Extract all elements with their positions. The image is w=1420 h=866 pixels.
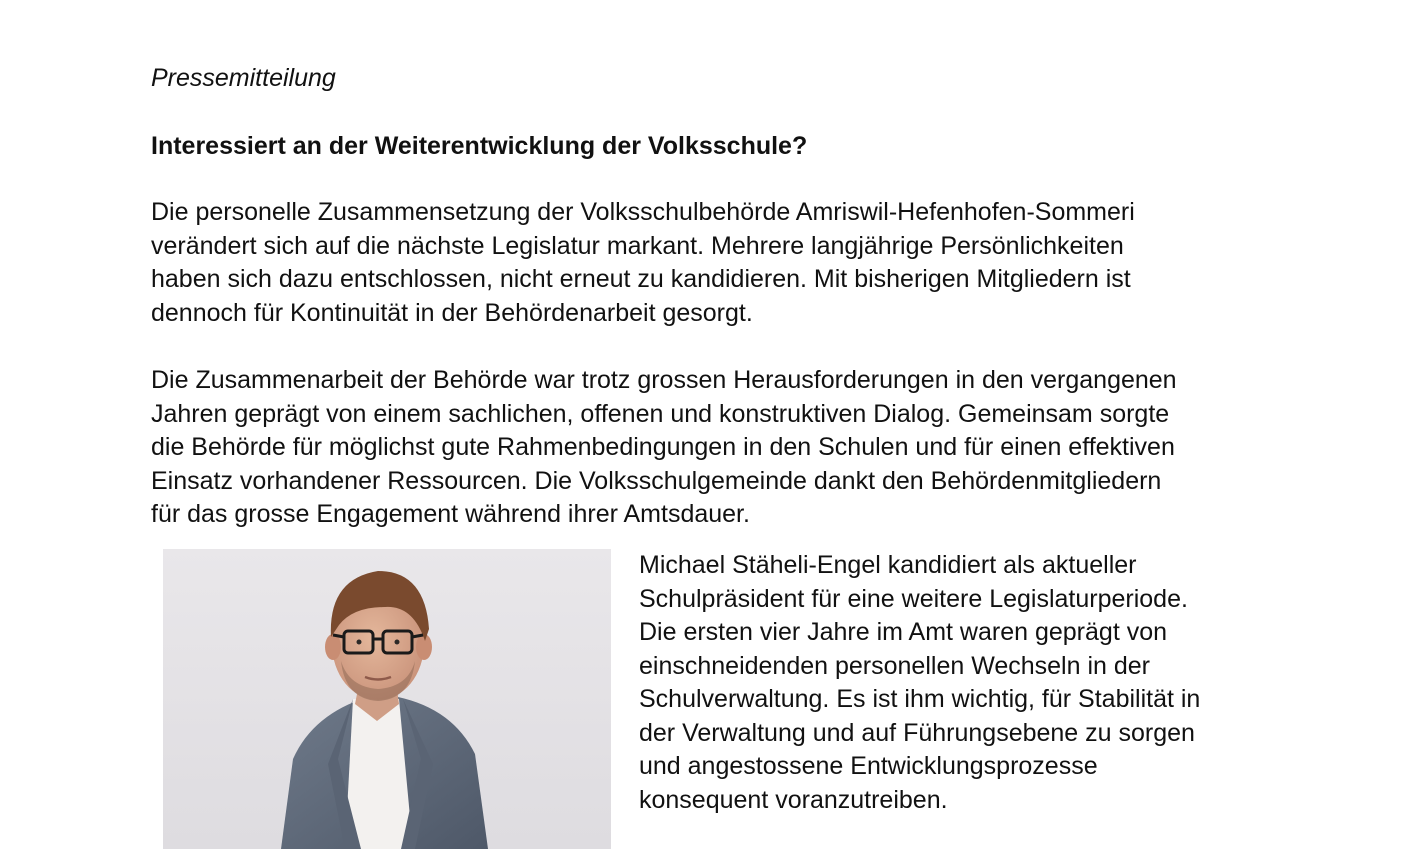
paragraph-line: Jahren geprägt von einem sachlichen, offenen und konstruktiven Dialog. Gemeinsam sorgte	[151, 399, 1170, 428]
paragraph-line: und angestossene Entwicklungsprozesse	[639, 752, 1098, 780]
document-type-label: Pressemitteilung	[151, 64, 336, 92]
paragraph-line: der Verwaltung und auf Führungsebene zu sorgen	[639, 718, 1195, 747]
paragraph-candidate	[639, 549, 1200, 817]
page-title: Interessiert an der Weiterentwicklung der Volksschule?	[151, 132, 808, 160]
paragraph-line: Die ersten vier Jahre im Amt waren geprägt von	[639, 618, 1168, 646]
paragraph-line: haben sich dazu entschlossen, nicht erneut zu kandidieren. Mit bisherigen Mitgliedern ist	[151, 265, 1131, 293]
paragraph-intro	[151, 196, 1271, 330]
paragraph-line: konsequent voranzutreiben.	[639, 785, 948, 814]
paragraph-line: Michael Stäheli-Engel kandidiert als aktueller	[639, 551, 1137, 579]
paragraph-line: Die Zusammenarbeit der Behörde war trotz grossen Herausforderungen in den vergangenen	[151, 366, 1177, 394]
paragraph-line: einschneidenden personellen Wechseln in der	[639, 651, 1150, 680]
paragraph-line: verändert sich auf die nächste Legislatur markant. Mehrere langjährige Persönlichkeiten	[151, 231, 1124, 260]
paragraph-line: die Behörde für möglichst gute Rahmenbedingungen in den Schulen und für einen effektiven	[151, 433, 1175, 461]
paragraph-line: Die personelle Zusammensetzung der Volksschulbehörde Amriswil-Hefenhofen-Sommeri	[151, 198, 1135, 226]
paragraph-collaboration	[151, 364, 1271, 532]
paragraph-line: dennoch für Kontinuität in der Behördenarbeit gesorgt.	[151, 298, 753, 327]
paragraph-line: Schulpräsident für eine weitere Legislaturperiode.	[639, 584, 1188, 613]
paragraph-line: Einsatz vorhandener Ressourcen. Die Volksschulgemeinde dankt den Behördenmitgliedern	[151, 466, 1162, 495]
paragraph-line: Schulverwaltung. Es ist ihm wichtig, für Stabilität in	[639, 685, 1201, 713]
paragraph-line: für das grosse Engagement während ihrer Amtsdauer.	[151, 500, 750, 528]
document-page	[151, 0, 1281, 866]
portrait-photo	[163, 549, 611, 849]
